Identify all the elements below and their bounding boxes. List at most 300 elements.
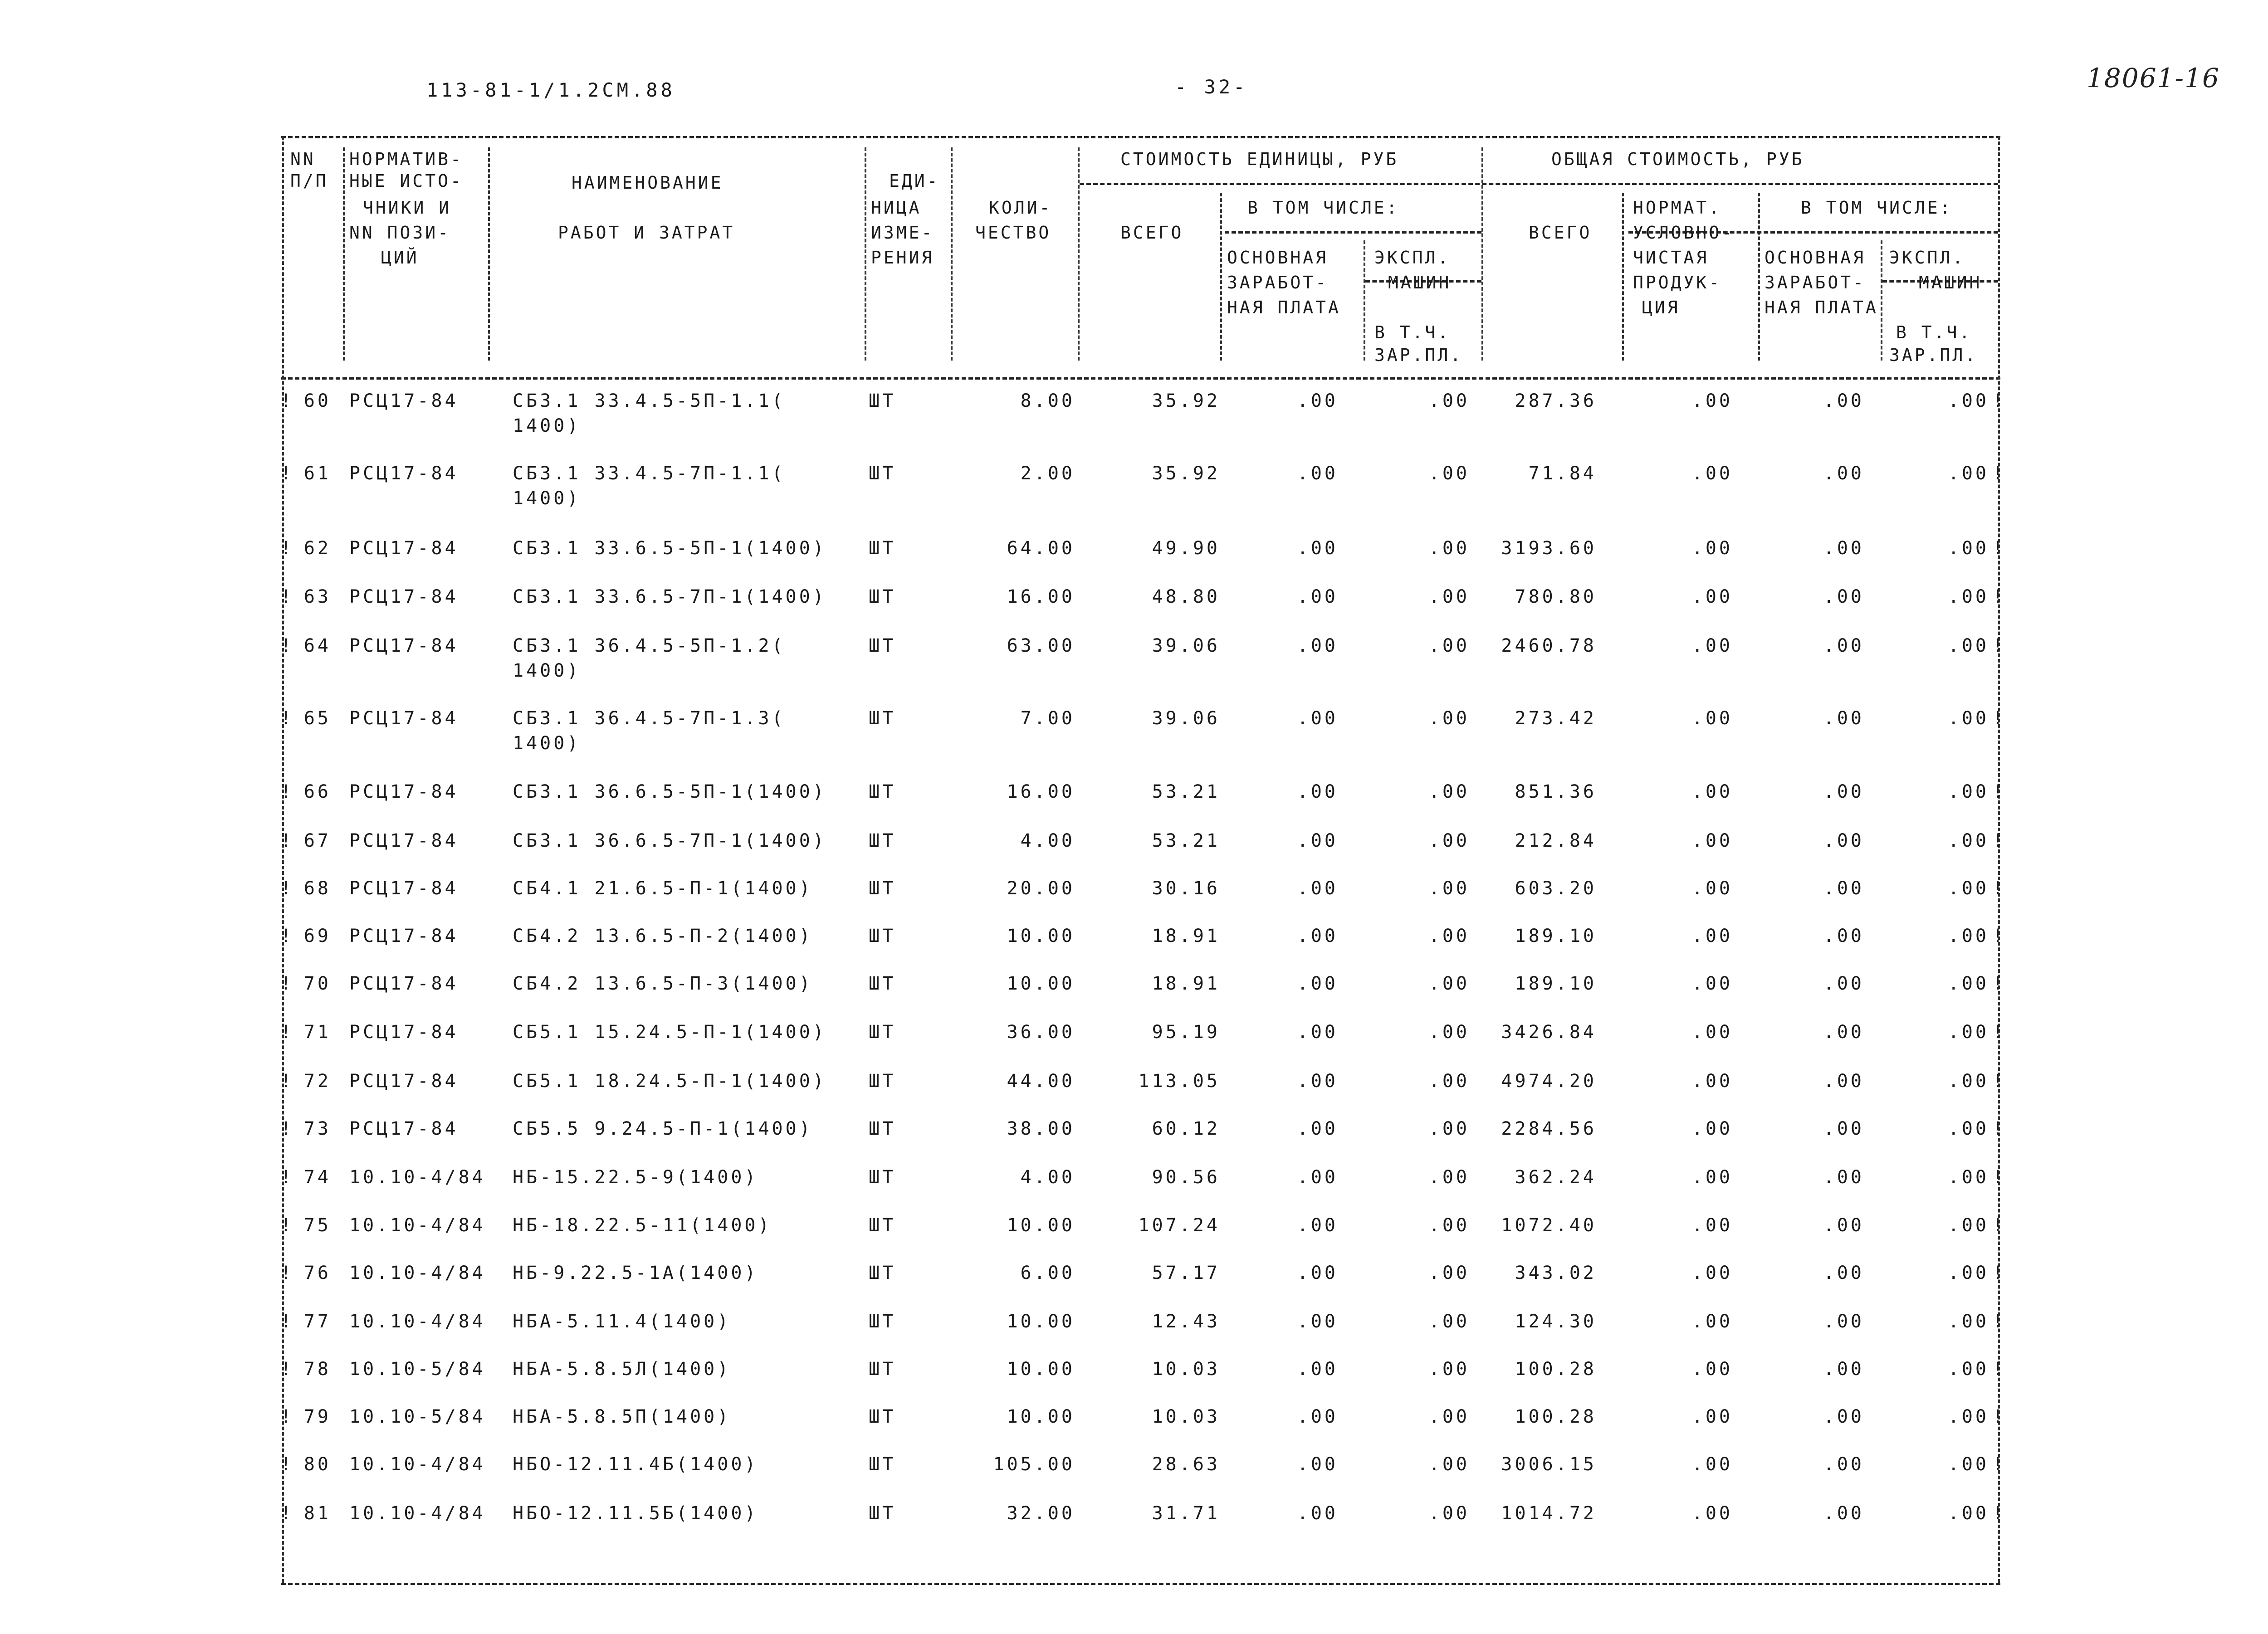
cell-wage: .00 <box>1823 1167 1864 1188</box>
row-right-border: ! <box>1992 830 2006 851</box>
cell-unit: ШТ <box>869 973 896 994</box>
cell-src: 10.10-5/84 <box>349 1406 486 1427</box>
header-sub-rule <box>1225 231 1481 234</box>
row-right-border: ! <box>1992 635 2006 656</box>
cell-name: НБ-18.22.5-11(1400) <box>513 1215 772 1236</box>
row-right-border: ! <box>1992 1215 2006 1236</box>
cell-nn: 74 <box>303 1167 331 1188</box>
cell-unit-total: 107.24 <box>1138 1215 1220 1236</box>
cell-nn: 75 <box>303 1215 331 1236</box>
cell-src: 10.10-4/84 <box>349 1454 486 1475</box>
cell-unit-wage: .00 <box>1297 1215 1338 1236</box>
header-unit-2: НИЦА <box>871 198 922 218</box>
header-name-2: РАБОТ И ЗАТРАТ <box>558 223 735 243</box>
cell-unit-mach: .00 <box>1428 1406 1470 1427</box>
cell-unit-mach: .00 <box>1428 830 1470 851</box>
cell-unit-mach: .00 <box>1428 538 1470 559</box>
cell-src: РСЦ17-84 <box>349 878 459 899</box>
row-left-border: ! <box>280 1071 294 1092</box>
cell-total: 189.10 <box>1515 973 1597 994</box>
header-group-unit-cost: СТОИМОСТЬ ЕДИНИЦЫ, РУБ <box>1120 149 1399 169</box>
cell-norm: .00 <box>1691 1071 1733 1092</box>
cell-wage: .00 <box>1823 463 1864 484</box>
cell-name: СБ3.1 36.4.5-7П-1.3( <box>513 708 786 729</box>
cell-mach: .00 <box>1948 463 1989 484</box>
cell-total: 3006.15 <box>1501 1454 1597 1475</box>
cell-unit: ШТ <box>869 1454 896 1475</box>
header-total-norm-4: ПРОДУК- <box>1633 273 1722 293</box>
cell-unit-mach: .00 <box>1428 1263 1470 1283</box>
row-left-border: ! <box>280 878 294 899</box>
row-left-border: ! <box>280 1406 294 1427</box>
row-left-border: ! <box>280 586 294 607</box>
header-total-total: ВСЕГО <box>1529 223 1592 243</box>
cell-nn: 68 <box>303 878 331 899</box>
cell-name: НБ-15.22.5-9(1400) <box>513 1167 758 1188</box>
cell-unit: ШТ <box>869 926 896 946</box>
row-left-border: ! <box>280 1215 294 1236</box>
row-right-border: ! <box>1992 1118 2006 1139</box>
cell-unit-total: 31.71 <box>1152 1503 1220 1524</box>
cell-src: 10.10-4/84 <box>349 1503 486 1524</box>
cell-src: РСЦ17-84 <box>349 463 459 484</box>
cell-unit-wage: .00 <box>1297 1311 1338 1332</box>
cell-unit: ШТ <box>869 1071 896 1092</box>
cell-name: НБО-12.11.4Б(1400) <box>513 1454 758 1475</box>
cell-name: СБ3.1 36.6.5-5П-1(1400) <box>513 781 826 802</box>
cell-norm: .00 <box>1691 781 1733 802</box>
cell-name: СБ5.5 9.24.5-П-1(1400) <box>513 1118 813 1139</box>
cell-name: СБ5.1 15.24.5-П-1(1400) <box>513 1022 826 1043</box>
cell-unit-total: 39.06 <box>1152 635 1220 656</box>
header-nn-1: NN <box>290 149 316 169</box>
cell-norm: .00 <box>1691 390 1733 411</box>
cell-norm: .00 <box>1691 635 1733 656</box>
header-group-total-cost: ОБЩАЯ СТОИМОСТЬ, РУБ <box>1551 149 1804 169</box>
header-norm-3: ЧНИКИ И <box>363 198 452 218</box>
cell-name: СБ3.1 36.4.5-5П-1.2( <box>513 635 786 656</box>
cell-mach: .00 <box>1948 1071 1989 1092</box>
cell-qty: 6.00 <box>1020 1263 1075 1283</box>
cell-total: 189.10 <box>1515 926 1597 946</box>
cell-norm: .00 <box>1691 1454 1733 1475</box>
row-left-border: ! <box>280 708 294 729</box>
cell-wage: .00 <box>1823 926 1864 946</box>
row-left-border: ! <box>280 973 294 994</box>
cell-norm: .00 <box>1691 830 1733 851</box>
cell-unit: ШТ <box>869 1263 896 1283</box>
cell-wage: .00 <box>1823 586 1864 607</box>
cell-qty: 10.00 <box>1007 1215 1075 1236</box>
header-norm-2: НЫЕ ИСТО- <box>349 171 463 191</box>
cell-name: СБ3.1 36.6.5-7П-1(1400) <box>513 830 826 851</box>
cell-qty: 36.00 <box>1007 1022 1075 1043</box>
cell-unit-mach: .00 <box>1428 973 1470 994</box>
cell-norm: .00 <box>1691 1215 1733 1236</box>
cell-unit-total: 49.90 <box>1152 538 1220 559</box>
header-sep <box>1078 147 1080 361</box>
cell-nn: 67 <box>303 830 331 851</box>
cell-wage: .00 <box>1823 538 1864 559</box>
cell-qty: 2.00 <box>1020 463 1075 484</box>
cell-mach: .00 <box>1948 586 1989 607</box>
header-norm-1: НОРМАТИВ- <box>349 149 463 169</box>
header-unit-1: ЕДИ- <box>889 171 940 191</box>
header-unit-mach-wage-2: ЗАР.ПЛ. <box>1374 345 1463 365</box>
cell-total: 4974.20 <box>1501 1071 1597 1092</box>
cell-nn: 71 <box>303 1022 331 1043</box>
cell-name: СБ3.1 33.6.5-5П-1(1400) <box>513 538 826 559</box>
header-total-mach-2: МАШИН <box>1919 273 1982 293</box>
cell-src: РСЦ17-84 <box>349 973 459 994</box>
cell-unit-wage: .00 <box>1297 463 1338 484</box>
cell-norm: .00 <box>1691 1263 1733 1283</box>
cell-wage: .00 <box>1823 1118 1864 1139</box>
cell-src: 10.10-4/84 <box>349 1263 486 1283</box>
cell-qty: 16.00 <box>1007 586 1075 607</box>
cell-unit-mach: .00 <box>1428 1311 1470 1332</box>
cell-unit-total: 57.17 <box>1152 1263 1220 1283</box>
cell-unit-mach: .00 <box>1428 1454 1470 1475</box>
cell-name: НБА-5.8.5П(1400) <box>513 1406 731 1427</box>
cell-unit-total: 30.16 <box>1152 878 1220 899</box>
cell-name: СБ3.1 33.6.5-7П-1(1400) <box>513 586 826 607</box>
cell-src: РСЦ17-84 <box>349 708 459 729</box>
header-norm-5: ЦИЙ <box>381 248 419 268</box>
header-unit-wage-3: НАЯ ПЛАТА <box>1227 298 1341 317</box>
cell-total: 273.42 <box>1515 708 1597 729</box>
cell-wage: .00 <box>1823 830 1864 851</box>
handwritten-number: 18061-16 <box>2087 63 2220 93</box>
cell-wage: .00 <box>1823 1215 1864 1236</box>
header-total-wage-3: НАЯ ПЛАТА <box>1765 298 1878 317</box>
cell-unit-mach: .00 <box>1428 878 1470 899</box>
cell-src: РСЦ17-84 <box>349 1022 459 1043</box>
cell-unit-total: 35.92 <box>1152 390 1220 411</box>
cell-unit-wage: .00 <box>1297 781 1338 802</box>
cell-wage: .00 <box>1823 1503 1864 1524</box>
row-left-border: ! <box>280 1022 294 1043</box>
cell-unit-mach: .00 <box>1428 926 1470 946</box>
cell-unit: ШТ <box>869 635 896 656</box>
cell-norm: .00 <box>1691 463 1733 484</box>
cell-wage: .00 <box>1823 1022 1864 1043</box>
cell-mach: .00 <box>1948 390 1989 411</box>
cell-unit-total: 28.63 <box>1152 1454 1220 1475</box>
header-unit-incl: В ТОМ ЧИСЛЕ: <box>1247 198 1399 218</box>
cell-nn: 64 <box>303 635 331 656</box>
cell-unit: ШТ <box>869 878 896 899</box>
header-total-wage-1: ОСНОВНАЯ <box>1765 248 1866 268</box>
header-unit-mach-2: МАШИН <box>1388 273 1452 293</box>
cell-unit-wage: .00 <box>1297 1406 1338 1427</box>
cell-unit-wage: .00 <box>1297 708 1338 729</box>
cell-name: НБА-5.8.5Л(1400) <box>513 1359 731 1380</box>
header-total-mach-1: ЭКСПЛ. <box>1889 248 1965 268</box>
cell-unit-mach: .00 <box>1428 463 1470 484</box>
cell-unit-total: 39.06 <box>1152 708 1220 729</box>
header-unit-mach-wage-1: В Т.Ч. <box>1374 322 1451 342</box>
cell-unit-wage: .00 <box>1297 878 1338 899</box>
header-sep <box>1881 240 1882 361</box>
cell-unit-mach: .00 <box>1428 586 1470 607</box>
cell-nn: 80 <box>303 1454 331 1475</box>
row-left-border: ! <box>280 538 294 559</box>
cell-unit-total: 35.92 <box>1152 463 1220 484</box>
cell-qty: 7.00 <box>1020 708 1075 729</box>
cell-src: 10.10-4/84 <box>349 1311 486 1332</box>
cell-unit: ШТ <box>869 1022 896 1043</box>
header-unit-total: ВСЕГО <box>1120 223 1184 243</box>
cell-wage: .00 <box>1823 1263 1864 1283</box>
cell-nn: 77 <box>303 1311 331 1332</box>
cell-qty: 10.00 <box>1007 926 1075 946</box>
cell-unit-total: 18.91 <box>1152 926 1220 946</box>
table-bottom-rule <box>281 1583 2000 1585</box>
cell-unit-wage: .00 <box>1297 1167 1338 1188</box>
cell-mach: .00 <box>1948 1503 1989 1524</box>
cell-unit: ШТ <box>869 1118 896 1139</box>
cell-unit-wage: .00 <box>1297 1263 1338 1283</box>
row-right-border: ! <box>1992 1454 2006 1475</box>
cell-qty: 10.00 <box>1007 973 1075 994</box>
cell-qty: 10.00 <box>1007 1359 1075 1380</box>
cell-name: СБ5.1 18.24.5-П-1(1400) <box>513 1071 826 1092</box>
cell-total: 780.80 <box>1515 586 1597 607</box>
cell-name: 1400) <box>513 733 581 754</box>
cell-nn: 78 <box>303 1359 331 1380</box>
cell-name: НБА-5.11.4(1400) <box>513 1311 731 1332</box>
cell-mach: .00 <box>1948 708 1989 729</box>
row-right-border: ! <box>1992 708 2006 729</box>
cell-nn: 62 <box>303 538 331 559</box>
row-left-border: ! <box>280 1454 294 1475</box>
cell-mach: .00 <box>1948 1359 1989 1380</box>
cell-norm: .00 <box>1691 926 1733 946</box>
cell-src: РСЦ17-84 <box>349 635 459 656</box>
cell-nn: 81 <box>303 1503 331 1524</box>
cell-nn: 63 <box>303 586 331 607</box>
cell-unit-total: 95.19 <box>1152 1022 1220 1043</box>
row-right-border: ! <box>1992 1167 2006 1188</box>
cell-unit: ШТ <box>869 1167 896 1188</box>
cell-name: 1400) <box>513 488 581 509</box>
cell-qty: 32.00 <box>1007 1503 1075 1524</box>
cell-total: 71.84 <box>1528 463 1597 484</box>
cell-src: 10.10-4/84 <box>349 1167 486 1188</box>
cell-nn: 79 <box>303 1406 331 1427</box>
cell-mach: .00 <box>1948 538 1989 559</box>
cell-src: РСЦ17-84 <box>349 781 459 802</box>
cell-norm: .00 <box>1691 538 1733 559</box>
cell-unit-total: 10.03 <box>1152 1406 1220 1427</box>
cell-qty: 10.00 <box>1007 1406 1075 1427</box>
header-sep <box>951 147 953 361</box>
cell-total: 100.28 <box>1515 1406 1597 1427</box>
cell-nn: 70 <box>303 973 331 994</box>
cell-total: 100.28 <box>1515 1359 1597 1380</box>
cell-wage: .00 <box>1823 1311 1864 1332</box>
table-top-rule <box>281 136 2000 138</box>
row-right-border: ! <box>1992 1503 2006 1524</box>
cell-src: РСЦ17-84 <box>349 538 459 559</box>
header-sep <box>1758 193 1760 361</box>
cell-name: 1400) <box>513 660 581 681</box>
cell-mach: .00 <box>1948 1215 1989 1236</box>
cell-mach: .00 <box>1948 1167 1989 1188</box>
cell-unit-wage: .00 <box>1297 1359 1338 1380</box>
cell-unit-wage: .00 <box>1297 1454 1338 1475</box>
cell-unit-mach: .00 <box>1428 1215 1470 1236</box>
cell-unit-wage: .00 <box>1297 1118 1338 1139</box>
cell-nn: 72 <box>303 1071 331 1092</box>
cell-unit-total: 53.21 <box>1152 781 1220 802</box>
cell-unit: ШТ <box>869 1406 896 1427</box>
cell-total: 3426.84 <box>1501 1022 1597 1043</box>
cell-qty: 63.00 <box>1007 635 1075 656</box>
cell-unit-wage: .00 <box>1297 926 1338 946</box>
row-right-border: ! <box>1992 1359 2006 1380</box>
cell-name: СБ4.2 13.6.5-П-2(1400) <box>513 926 813 946</box>
cell-unit: ШТ <box>869 830 896 851</box>
cell-unit-mach: .00 <box>1428 390 1470 411</box>
cell-mach: .00 <box>1948 926 1989 946</box>
cell-total: 212.84 <box>1515 830 1597 851</box>
row-left-border: ! <box>280 1263 294 1283</box>
row-left-border: ! <box>280 926 294 946</box>
row-right-border: ! <box>1992 1263 2006 1283</box>
header-total-norm-3: ЧИСТАЯ <box>1633 248 1709 268</box>
cell-unit-total: 113.05 <box>1138 1071 1220 1092</box>
cell-wage: .00 <box>1823 390 1864 411</box>
header-sep <box>1364 240 1365 361</box>
row-left-border: ! <box>280 781 294 802</box>
cell-unit-wage: .00 <box>1297 390 1338 411</box>
header-sub-rule <box>1080 183 1998 185</box>
cell-name: СБ3.1 33.4.5-7П-1.1( <box>513 463 786 484</box>
cell-mach: .00 <box>1948 1311 1989 1332</box>
row-left-border: ! <box>280 635 294 656</box>
row-right-border: ! <box>1992 878 2006 899</box>
row-left-border: ! <box>280 1503 294 1524</box>
row-right-border: ! <box>1992 1022 2006 1043</box>
row-right-border: ! <box>1992 1406 2006 1427</box>
cell-unit-total: 12.43 <box>1152 1311 1220 1332</box>
cell-norm: .00 <box>1691 1022 1733 1043</box>
header-sep <box>343 147 345 361</box>
cell-unit: ШТ <box>869 781 896 802</box>
cell-name: СБ4.2 13.6.5-П-3(1400) <box>513 973 813 994</box>
row-left-border: ! <box>280 390 294 411</box>
cell-unit-mach: .00 <box>1428 635 1470 656</box>
header-norm-4: NN ПОЗИ- <box>349 223 451 243</box>
cell-total: 851.36 <box>1515 781 1597 802</box>
cell-qty: 105.00 <box>993 1454 1075 1475</box>
header-total-mach-wage-2: ЗАР.ПЛ. <box>1889 345 1978 365</box>
cell-norm: .00 <box>1691 1503 1733 1524</box>
cell-src: РСЦ17-84 <box>349 926 459 946</box>
cell-mach: .00 <box>1948 878 1989 899</box>
header-unit-4: РЕНИЯ <box>871 248 934 268</box>
cell-wage: .00 <box>1823 1454 1864 1475</box>
cell-unit-wage: .00 <box>1297 635 1338 656</box>
cell-unit-wage: .00 <box>1297 830 1338 851</box>
row-left-border: ! <box>280 1118 294 1139</box>
cell-unit-wage: .00 <box>1297 973 1338 994</box>
row-right-border: ! <box>1992 463 2006 484</box>
cell-norm: .00 <box>1691 1167 1733 1188</box>
cell-src: 10.10-4/84 <box>349 1215 486 1236</box>
cell-src: РСЦ17-84 <box>349 1118 459 1139</box>
cell-qty: 4.00 <box>1020 1167 1075 1188</box>
cell-unit-mach: .00 <box>1428 1118 1470 1139</box>
cell-unit: ШТ <box>869 1311 896 1332</box>
cell-norm: .00 <box>1691 708 1733 729</box>
header-total-mach-wage-1: В Т.Ч. <box>1896 322 1972 342</box>
cell-qty: 10.00 <box>1007 1311 1075 1332</box>
header-sep <box>1220 193 1222 361</box>
cell-norm: .00 <box>1691 878 1733 899</box>
header-unit-3: ИЗМЕ- <box>871 223 934 243</box>
cell-total: 2460.78 <box>1501 635 1597 656</box>
row-left-border: ! <box>280 463 294 484</box>
cell-mach: .00 <box>1948 1022 1989 1043</box>
cell-total: 2284.56 <box>1501 1118 1597 1139</box>
cell-unit: ШТ <box>869 538 896 559</box>
cell-unit-mach: .00 <box>1428 781 1470 802</box>
cell-unit-mach: .00 <box>1428 708 1470 729</box>
header-sep <box>1622 193 1624 361</box>
cell-total: 603.20 <box>1515 878 1597 899</box>
row-left-border: ! <box>280 1167 294 1188</box>
cell-mach: .00 <box>1948 1406 1989 1427</box>
cell-nn: 66 <box>303 781 331 802</box>
cell-norm: .00 <box>1691 1359 1733 1380</box>
row-right-border: ! <box>1992 538 2006 559</box>
header-total-wage-2: ЗАРАБОТ- <box>1765 273 1866 293</box>
cell-mach: .00 <box>1948 1454 1989 1475</box>
cell-src: РСЦ17-84 <box>349 586 459 607</box>
header-unit-wage-2: ЗАРАБОТ- <box>1227 273 1329 293</box>
cell-nn: 76 <box>303 1263 331 1283</box>
row-right-border: ! <box>1992 586 2006 607</box>
cell-wage: .00 <box>1823 1406 1864 1427</box>
row-right-border: ! <box>1992 926 2006 946</box>
cell-qty: 64.00 <box>1007 538 1075 559</box>
cell-unit-mach: .00 <box>1428 1503 1470 1524</box>
header-qty-1: КОЛИ- <box>989 198 1052 218</box>
cell-qty: 44.00 <box>1007 1071 1075 1092</box>
header-total-incl: В ТОМ ЧИСЛЕ: <box>1801 198 1953 218</box>
cell-unit: ШТ <box>869 1503 896 1524</box>
cell-unit: ШТ <box>869 463 896 484</box>
cell-unit: ШТ <box>869 1359 896 1380</box>
cell-unit-wage: .00 <box>1297 1503 1338 1524</box>
cell-total: 1072.40 <box>1501 1215 1597 1236</box>
cell-nn: 61 <box>303 463 331 484</box>
cell-unit-mach: .00 <box>1428 1167 1470 1188</box>
header-unit-wage-1: ОСНОВНАЯ <box>1227 248 1329 268</box>
cell-unit: ШТ <box>869 708 896 729</box>
cell-name: СБ3.1 33.4.5-5П-1.1( <box>513 390 786 411</box>
cell-norm: .00 <box>1691 973 1733 994</box>
cell-name: НБО-12.11.5Б(1400) <box>513 1503 758 1524</box>
row-right-border: ! <box>1992 1071 2006 1092</box>
cell-unit: ШТ <box>869 1215 896 1236</box>
header-name-1: НАИМЕНОВАНИЕ <box>572 173 723 193</box>
cell-qty: 38.00 <box>1007 1118 1075 1139</box>
cell-src: РСЦ17-84 <box>349 830 459 851</box>
